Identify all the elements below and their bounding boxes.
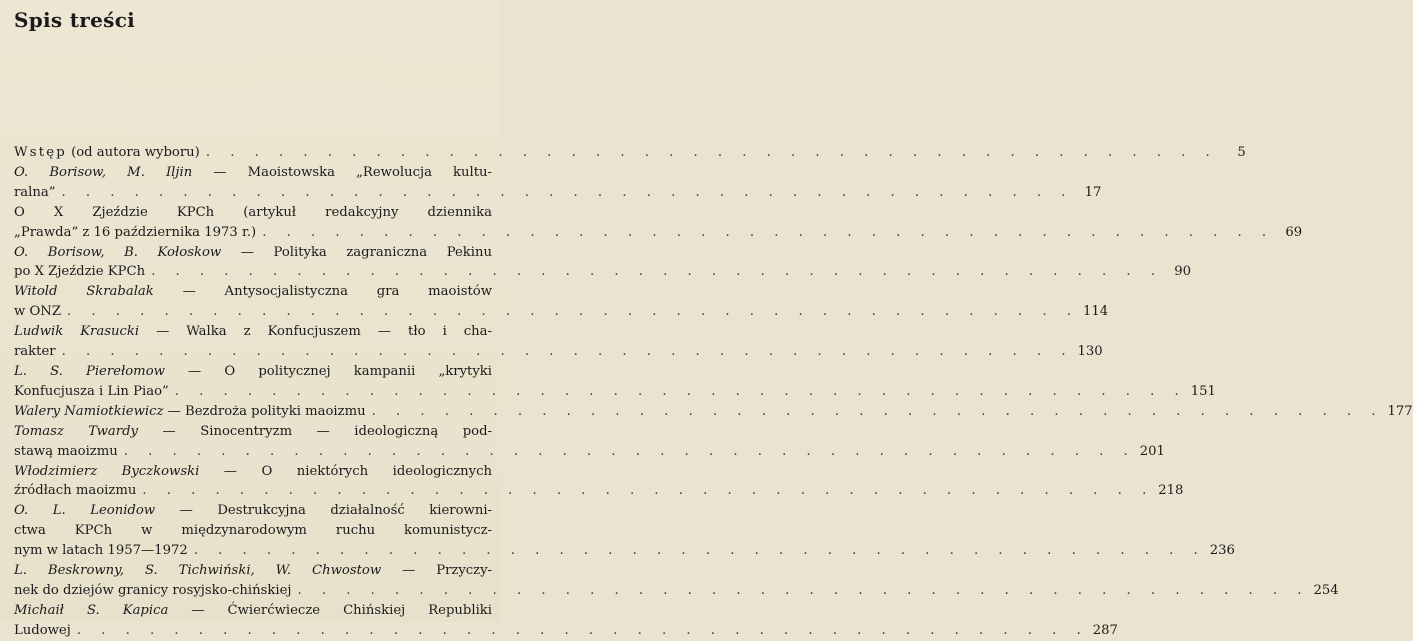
entry-page-number: 254: [1313, 582, 1339, 598]
entry-page-number: 177: [1387, 403, 1413, 419]
dot-leader: . . . . . . . . . . . . . . . . . . . . . . . . . . . . . . . . . . . . . . . . . .: [61, 344, 1074, 360]
toc-line: [14, 342, 1103, 362]
toc-entry: [14, 402, 1413, 422]
entry-author: O. Borisow, M. Iljin: [14, 164, 193, 180]
entry-author: Tomasz Twardy: [14, 423, 138, 439]
toc-entry: [14, 561, 1339, 601]
entry-lead-word: Wstęp: [14, 145, 67, 160]
entry-author: L. S. Pierełomow: [14, 363, 165, 379]
dot-leader: . . . . . . . . . . . . . . . . . . . . . . . . . . . . . . . . . . . . . . . . . .: [61, 184, 1074, 200]
entry-title: — Ćwierćwiecze Chińskiej Republiki: [168, 602, 492, 618]
entry-page-number: 5: [1237, 145, 1246, 160]
table-of-contents: [14, 143, 1413, 641]
toc-line: [14, 561, 492, 581]
toc-line: [14, 362, 492, 382]
toc-line: [14, 462, 492, 482]
toc-line: [14, 481, 1184, 501]
toc-entry: [14, 243, 1192, 283]
entry-author: Michaił S. Kapica: [14, 602, 169, 618]
entry-title: — Sinocentryzm — ideologiczną pod-: [137, 423, 492, 439]
toc-line: [14, 581, 1339, 601]
dot-leader: . . . . . . . . . . . . . . . . . . . . . . . . . . . . . . . . . . . . . . . . . .: [76, 622, 1089, 638]
entry-title-continued: Konfucjusza i Lin Piao”: [14, 383, 169, 399]
page-title: Spis treści: [14, 8, 136, 32]
entry-page-number: 218: [1158, 483, 1184, 499]
entry-author: Ludwik Krasucki: [14, 324, 140, 340]
entry-page-number: 130: [1077, 344, 1103, 360]
toc-entry: [14, 143, 1246, 163]
dot-leader: . . . . . . . . . . . . . . . . . . . . . . . . . . . . . . . . . . . . . . . . . .: [123, 443, 1136, 459]
entry-title: — O politycznej kampanii „krytyki: [164, 363, 492, 379]
toc-line: [14, 541, 1235, 561]
dot-leader: . . . . . . . . . . . . . . . . . . . . . . . . . . . . . . . . . . . . . . . . . .: [262, 224, 1275, 240]
entry-title: — Bezdroża polityki maoizmu: [163, 403, 366, 419]
entry-page-number: 69: [1285, 224, 1303, 240]
entry-title: — Antysocjalistyczna gra maoistów: [153, 284, 492, 300]
toc-entry: [14, 362, 1216, 402]
toc-line: [14, 262, 1192, 282]
entry-title-continued: „Prawda” z 16 października 1973 r.): [14, 224, 257, 240]
entry-page-number: 287: [1092, 622, 1118, 638]
entry-title-continued: źródłach maoizmu: [14, 483, 137, 499]
toc-entry: [14, 462, 1184, 502]
toc-line: [14, 402, 1413, 422]
entry-title-continued: rakter: [14, 344, 56, 360]
toc-line: [14, 163, 492, 183]
toc-line: [14, 621, 1118, 641]
dot-leader: . . . . . . . . . . . . . . . . . . . . . . . . . . . . . . . . . . . . . . . . . .: [193, 543, 1206, 559]
entry-title: — Polityka zagraniczna Pekinu: [221, 244, 492, 260]
dot-leader: . . . . . . . . . . . . . . . . . . . . . . . . . . . . . . . . . . . . . . . . . .: [205, 145, 1218, 160]
dot-leader: . . . . . . . . . . . . . . . . . . . . . . . . . . . . . . . . . . . . . . . . . .: [142, 483, 1155, 499]
entry-page-number: 90: [1174, 264, 1192, 280]
dot-leader: . . . . . . . . . . . . . . . . . . . . . . . . . . . . . . . . . . . . . . . . . .: [174, 383, 1187, 399]
entry-page-number: 151: [1190, 383, 1216, 399]
toc-line: [14, 302, 1109, 322]
entry-title-continued: ctwa KPCh w międzynarodowym ruchu komunistycz-: [14, 523, 492, 539]
toc-line: [14, 382, 1216, 402]
toc-line: [14, 203, 492, 223]
entry-author: Walery Namiotkiewicz: [14, 403, 164, 419]
entry-title: — Maoistowska „Rewolucja kultu-: [192, 164, 492, 180]
entry-author: Witold Skrabalak: [14, 284, 154, 300]
entry-title-continued: stawą maoizmu: [14, 443, 118, 459]
toc-entry: [14, 282, 1109, 322]
entry-title: — Przyczy-: [381, 563, 493, 579]
entry-title: — O niektórych ideologicznych: [199, 463, 492, 479]
entry-page-number: 236: [1209, 543, 1235, 559]
toc-line: [14, 183, 1102, 203]
toc-entry: [14, 163, 1102, 203]
entry-author: O. Borisow, B. Kołoskow: [14, 244, 222, 260]
toc-line: [14, 501, 492, 521]
toc-line: [14, 521, 492, 541]
entry-title: (od autora wyboru): [71, 145, 200, 160]
toc-entry: [14, 501, 1235, 561]
toc-entry: [14, 601, 1118, 641]
entry-page-number: 114: [1082, 304, 1109, 320]
toc-line: [14, 282, 492, 302]
entry-title-continued: nym w latach 1957—1972: [14, 543, 188, 559]
entry-page-number: 17: [1084, 184, 1102, 200]
entry-title-continued: w ONZ: [14, 304, 61, 320]
entry-title-continued: Ludowej: [14, 622, 71, 638]
entry-title-continued: ralna”: [14, 184, 56, 200]
toc-entry: [14, 322, 1103, 362]
entry-title: — Walka z Konfucjuszem — tło i cha-: [139, 324, 492, 340]
toc-line: [14, 223, 1303, 243]
toc-entry: [14, 422, 1165, 462]
entry-author: Włodzimierz Byczkowski: [14, 463, 200, 479]
dot-leader: . . . . . . . . . . . . . . . . . . . . . . . . . . . . . . . . . . . . . . . . . .: [151, 264, 1164, 280]
toc-line: [14, 322, 492, 342]
toc-line: [14, 143, 1246, 163]
dot-leader: . . . . . . . . . . . . . . . . . . . . . . . . . . . . . . . . . . . . . . . . . .: [297, 582, 1310, 598]
toc-line: [14, 243, 492, 263]
toc-line: [14, 601, 492, 621]
entry-title-continued: po X Zjeździe KPCh: [14, 264, 146, 280]
entry-author: L. Beskrowny, S. Tichwiński, W. Chwostow: [14, 563, 382, 579]
dot-leader: . . . . . . . . . . . . . . . . . . . . . . . . . . . . . . . . . . . . . . . . . .: [67, 304, 1079, 320]
entry-author: O. L. Leonidow: [14, 503, 156, 519]
entry-title: — Destrukcyjna działalność kierowni-: [155, 503, 493, 519]
toc-line: [14, 442, 1165, 462]
entry-title-continued: nek do dziejów granicy rosyjsko-chińskiej: [14, 582, 292, 598]
entry-title: O X Zjeździe KPCh (artykuł redakcyjny dziennika: [14, 204, 492, 220]
dot-leader: . . . . . . . . . . . . . . . . . . . . . . . . . . . . . . . . . . . . . . . . . .: [371, 403, 1384, 419]
toc-line: [14, 422, 492, 442]
entry-page-number: 201: [1139, 443, 1165, 459]
toc-entry: [14, 203, 1303, 243]
